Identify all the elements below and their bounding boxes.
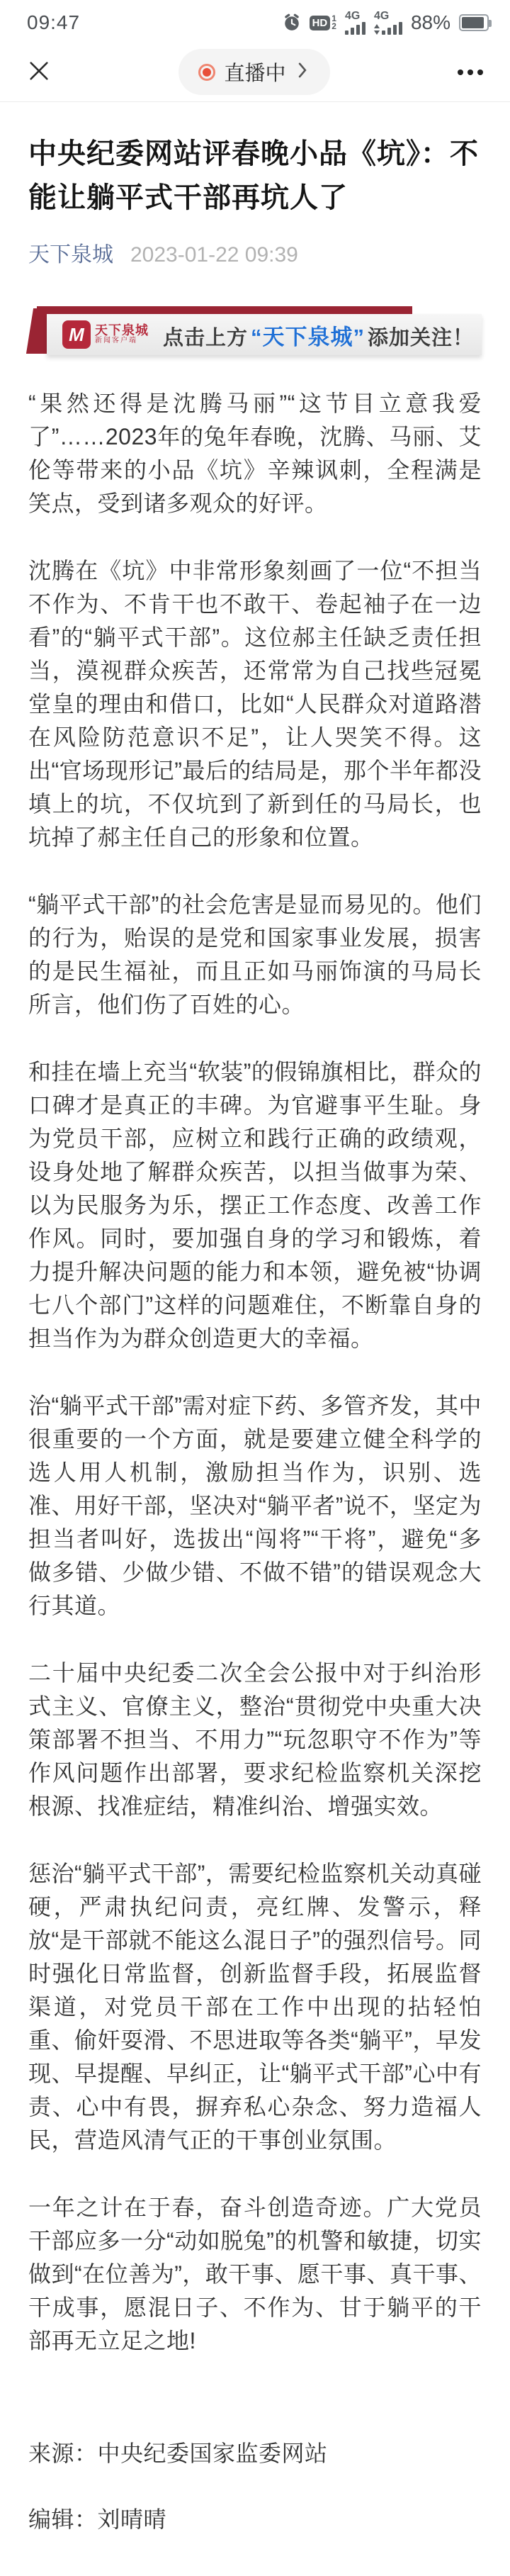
article-footer <box>28 2437 482 2560</box>
follow-banner[interactable] <box>28 306 482 359</box>
live-status-pill[interactable] <box>178 49 329 95</box>
source-line: 来源：中央纪委国家监委网站 <box>28 2441 328 2466</box>
article-paragraph: 沈腾在《坑》中非常形象刻画了一位“不担当不作为、不肯干也不敢干、卷起袖子在一边看”的“躺平式干部”。这位郝主任缺乏责任担当，漠视群众疾苦，还常常为自己找些冠冕堂皇的理由和借口，比如“人民群众对道路潜在风险防范意识不足”，让人哭笑不得。这出“官场现形记”最后的结局是，那个半年都没填上的坑，不仅坑到了新到任的马局长，也坑掉了郝主任自己的形象和位置。 <box>28 558 482 850</box>
alarm-clock-icon <box>283 13 301 32</box>
source-account-link[interactable]: 天下泉城 <box>28 243 113 267</box>
logo-mark-icon: M <box>62 320 91 349</box>
nav-bar <box>0 43 510 102</box>
signal-4g-icon: 4G <box>345 11 366 35</box>
banner-top-stripe <box>37 306 412 314</box>
article-paragraph: “果然还得是沈腾马丽”“这节目立意我爱了”……2023年的兔年春晚，沈腾、马丽、艾伦等带来的小品《坑》辛辣讽刺，全程满是笑点，受到诸多观众的好评。 <box>28 391 482 516</box>
live-dot-icon <box>198 64 215 81</box>
byline <box>28 237 482 268</box>
tianxia-quancheng-logo <box>62 320 149 349</box>
battery-percent: 88% <box>410 11 450 33</box>
hd-voice-icon: HD 1 2 <box>310 15 336 30</box>
article-paragraph: 治“躺平式干部”需对症下药、多管齐发，其中很重要的一个方面，就是要建立健全科学的选人用人机制，激励担当作为，识别、选准、用好干部，坚决对“躺平者”说不，坚定为担当者叫好，选拔出“闯将”“干将”，避免“多做多错、少做少错、不做不错”的错误观念大行其道。 <box>28 1393 482 1618</box>
logo-subtitle: 新闻客户端 <box>95 337 137 345</box>
banner-text: 点击上方 “天下泉城” 添加关注！ <box>163 324 475 349</box>
status-icons <box>283 11 489 35</box>
article <box>0 132 510 2560</box>
clock-time: 09:47 <box>27 11 81 33</box>
status-bar <box>0 0 510 43</box>
logo-name: 天下泉城 <box>95 323 149 338</box>
banner-main <box>47 314 482 355</box>
article-paragraph: 一年之计在于春，奋斗创造奇迹。广大党员干部应多一分“动如脱兔”的机警和敏捷，切实做到“在位善为”，敢干事、愿干事、真干事、干成事，愿混日子、不作为、甘于躺平的干部再无立足之地! <box>28 2195 482 2353</box>
article-paragraph: “躺平式干部”的社会危害是显而易见的。他们的行为，贻误的是党和国家事业发展，损害的是民生福祉，而且正如马丽饰演的马局长所言，他们伤了百姓的心。 <box>28 892 482 1017</box>
article-title: 中央纪委网站评春晚小品《坑》：不能让躺平式干部再坑人了 <box>28 138 479 213</box>
close-icon <box>27 59 51 85</box>
banner-highlight: “天下泉城” <box>251 324 366 349</box>
chevron-right-icon <box>295 61 310 83</box>
close-button[interactable] <box>27 59 51 85</box>
article-paragraph: 二十届中央纪委二次全会公报中对于纠治形式主义、官僚主义，整治“贯彻党中央重大决策部署不担当、不用力”“玩忽职守不作为”等作风问题作出部署，要求纪检监察机关深挖根源、找准症结，精准纠治、增强实效。 <box>28 1660 482 1819</box>
live-label: 直播中 <box>224 62 286 85</box>
article-paragraph: 惩治“躺平式干部”，需要纪检监察机关动真碰硬，严肃执纪问责，亮红牌、发警示，释放“是干部就不能这么混日子”的强烈信号。同时强化日常监督，创新监督手段，拓展监督渠道，对党员干部在工作中出现的拈轻怕重、偷奸耍滑、不思进取等各类“躺平”，早发现、早提醒、早纠正，让“躺平式干部”心中有责、心中有畏，摒弃私心杂念、努力造福人民，营造风清气正的干事创业氛围。 <box>28 1861 482 2153</box>
publish-date: 2023-01-22 09:39 <box>130 243 298 267</box>
sim2-label: 2 <box>332 21 336 31</box>
article-body <box>28 387 482 2358</box>
more-options-button[interactable] <box>458 62 483 82</box>
article-paragraph: 和挂在墙上充当“软装”的假锦旗相比，群众的口碑才是真正的丰碑。为官避事平生耻。身为党员干部，应树立和践行正确的政绩观，设身处地了解群众疾苦，以担当做事为荣、以为民服务为乐，摆正工作态度、改善工作作风。同时，要加强自身的学习和锻炼，着力提升解决问题的能力和本领，避免被“协调七八个部门”这样的问题难住，不断靠自身的担当作为为群众创造更大的幸福。 <box>28 1059 482 1351</box>
editor-line: 编辑：刘晴晴 <box>28 2507 167 2532</box>
signal-4g-arrows-icon: 4G <box>374 11 402 35</box>
sim1-label: 1 <box>332 13 336 23</box>
battery-icon <box>459 14 489 31</box>
